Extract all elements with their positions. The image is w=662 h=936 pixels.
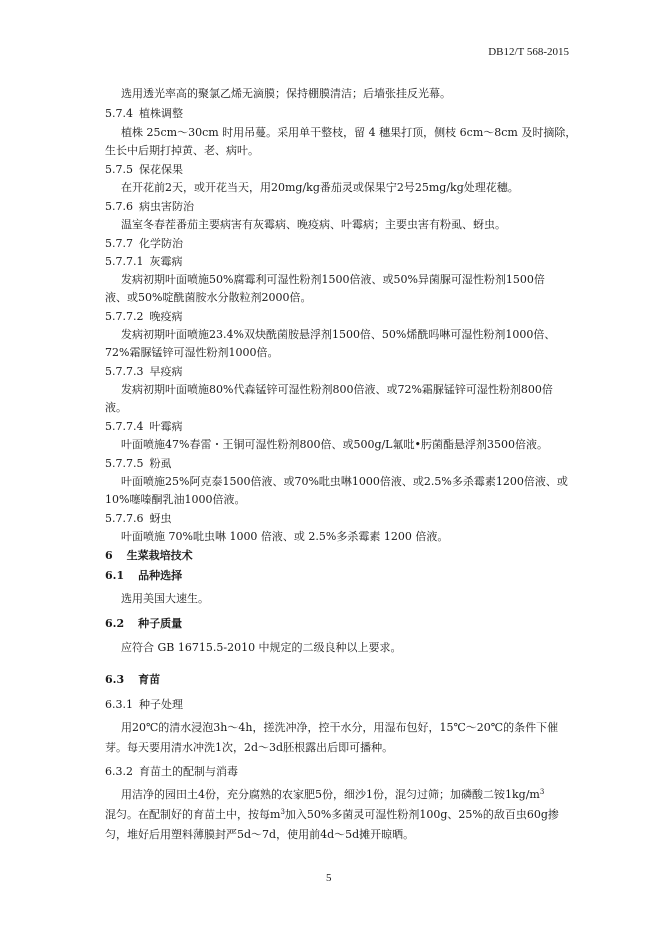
section-heading: [105, 199, 194, 214]
section-title: 化学防治: [139, 237, 183, 250]
section-heading: [105, 162, 183, 177]
section-heading: [105, 764, 238, 779]
paragraph: 叶面喷施 70%吡虫啉 1000 倍液、或 2.5%多杀霉素 1200 倍液。: [121, 530, 449, 543]
section-title: 品种选择: [138, 569, 183, 582]
section-heading: [105, 254, 182, 269]
paragraph: [121, 787, 544, 802]
paragraph: 用20℃的清水浸泡3h～4h，搓洗冲净，控干水分，用湿布包好，15℃～20℃的条件下催: [121, 721, 559, 734]
document-code: DB12/T 568-2015: [488, 46, 569, 58]
section-title: 育苗: [138, 673, 161, 686]
paragraph: 生长中后期打掉黄、老、病叶。: [105, 144, 259, 157]
section-number: 6.1: [105, 569, 125, 582]
paragraph: 选用美国大速生。: [121, 592, 209, 605]
paragraph: 应符合 GB 16715.5-2010 中规定的二级良种以上要求。: [121, 641, 402, 654]
paragraph: 10%噻嗪酮乳油1000倍液。: [105, 493, 246, 506]
section-number: 5.7.7.4: [105, 420, 144, 433]
section-heading: [105, 568, 182, 583]
section-title: 晚疫病: [149, 310, 183, 323]
section-title: 植株调整: [139, 107, 183, 120]
section-heading: [105, 419, 182, 434]
section-number: 5.7.7.2: [105, 310, 144, 323]
superscript: 3: [539, 788, 545, 796]
section-number: 6.3.1: [105, 698, 133, 711]
section-number: 5.7.7.5: [105, 457, 144, 470]
section-number: 5.7.5: [105, 163, 133, 176]
paragraph: 匀，堆好后用塑料薄膜封严5d～7d，使用前4d～5d摊开晾晒。: [105, 828, 415, 841]
section-title: 灰霉病: [149, 255, 183, 268]
superscript: 3: [280, 808, 285, 816]
section-number: 6: [105, 549, 113, 562]
section-title: 叶霉病: [149, 420, 183, 433]
section-title: 种子处理: [139, 698, 183, 711]
paragraph-text: 用洁净的园田土4份，充分腐熟的农家肥5份，细沙1份，混匀过筛；加磷酸二铵1kg/m: [121, 788, 540, 801]
paragraph: 温室冬春茬番茄主要病害有灰霉病、晚疫病、叶霉病；主要虫害有粉虱、蚜虫。: [121, 218, 506, 231]
paragraph: 在开花前2天，或开花当天，用20mg/kg番茄灵或保果宁2号25mg/kg处理花穗。: [121, 181, 519, 194]
section-title: 早疫病: [149, 365, 183, 378]
section-title: 育苗土的配制与消毒: [139, 765, 238, 778]
section-heading: [105, 456, 171, 471]
section-number: 6.3: [105, 673, 125, 686]
paragraph: 叶面喷施25%阿克泰1500倍液、或70%吡虫啉1000倍液、或2.5%多杀霉素1200倍液、或: [121, 475, 568, 488]
section-number: 6.2: [105, 617, 125, 630]
section-title: 蚜虫: [149, 512, 172, 525]
section-title: 粉虱: [149, 457, 172, 470]
paragraph: 选用透光率高的聚氯乙烯无滴膜；保持棚膜清洁；后墙张挂反光幕。: [121, 87, 451, 100]
section-heading: [105, 364, 182, 379]
paragraph-text: 加入50%多菌灵可湿性粉剂100g、25%的敌百虫60g掺: [284, 808, 559, 821]
paragraph: 发病初期叶面喷施80%代森锰锌可湿性粉剂800倍液、或72%霜脲锰锌可湿性粉剂800倍: [121, 383, 553, 396]
section-number: 5.7.4: [105, 107, 133, 120]
section-number: 5.7.7.1: [105, 255, 144, 268]
section-heading: [105, 511, 171, 526]
paragraph-text: 混匀。在配制好的育苗土中，按每m: [105, 808, 281, 821]
page-number: 5: [326, 872, 332, 884]
paragraph: 液。: [105, 401, 127, 414]
paragraph: 叶面喷施47%春雷・王铜可湿性粉剂800倍、或500g/L氟吡•肟菌酯悬浮剂3500倍液。: [121, 438, 548, 451]
paragraph: 发病初期叶面喷施50%腐霉利可湿性粉剂1500倍液、或50%异菌脲可湿性粉剂1500倍: [121, 273, 545, 286]
paragraph: 72%霜脲锰锌可湿性粉剂1000倍。: [105, 346, 279, 359]
section-heading: [105, 236, 183, 251]
section-heading: [105, 697, 183, 712]
section-heading: [105, 672, 160, 687]
section-number: 5.7.7: [105, 237, 133, 250]
section-number: 6.3.2: [105, 765, 133, 778]
paragraph: 植株 25cm～30cm 时用吊蔓。采用单干整枝，留 4 穗果打顶，侧枝 6cm～8cm 及时摘除，: [121, 126, 577, 139]
section-title: 病虫害防治: [139, 200, 194, 213]
section-heading: [105, 616, 182, 631]
paragraph: 发病初期叶面喷施23.4%双炔酰菌胺悬浮剂1500倍、50%烯酰吗啉可湿性粉剂1000倍、: [121, 328, 556, 341]
section-number: 5.7.7.6: [105, 512, 144, 525]
paragraph: 液、或50%啶酰菌胺水分散粒剂2000倍。: [105, 291, 312, 304]
section-title: 生菜栽培技术: [126, 549, 193, 562]
paragraph: 芽。每天要用清水冲洗1次，2d～3d胚根露出后即可播种。: [105, 741, 394, 754]
section-title: 种子质量: [138, 617, 183, 630]
section-number: 5.7.6: [105, 200, 133, 213]
section-title: 保花保果: [139, 163, 183, 176]
section-heading: [105, 106, 183, 121]
chapter-heading: [105, 548, 193, 563]
paragraph: [105, 807, 559, 822]
section-heading: [105, 309, 182, 324]
section-number: 5.7.7.3: [105, 365, 144, 378]
